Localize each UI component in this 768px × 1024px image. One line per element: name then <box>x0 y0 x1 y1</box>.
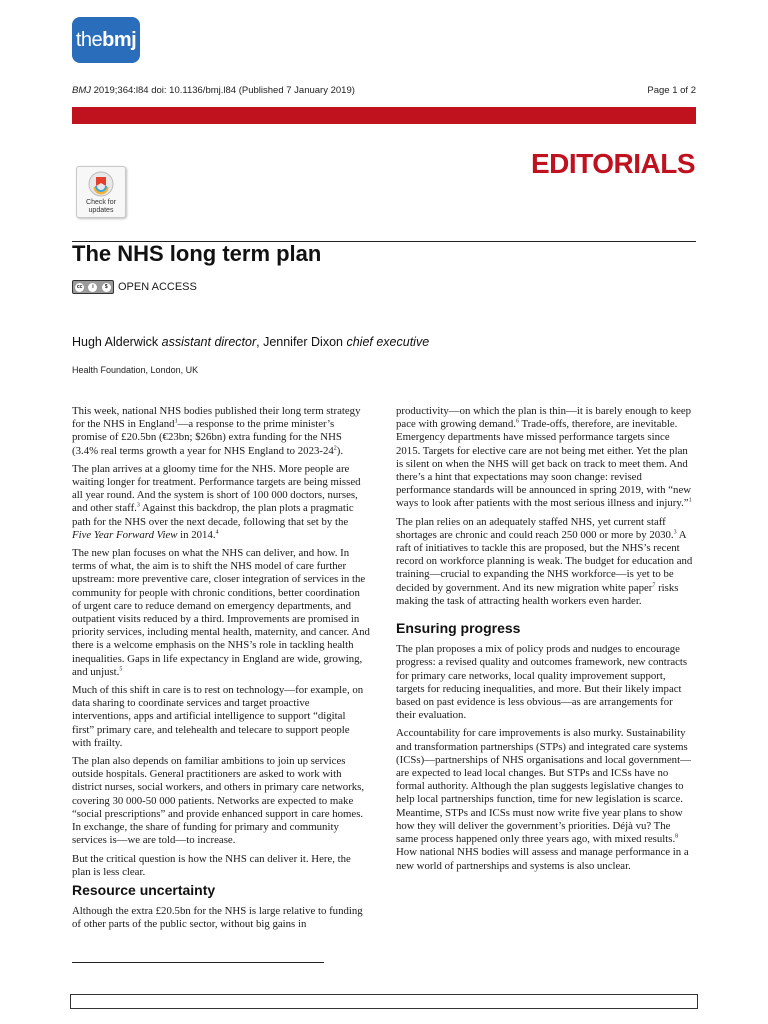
reference-link[interactable]: 8 <box>675 833 679 840</box>
paragraph: productivity—on which the plan is thin—it is barely enough to keep pace with growing demand.$^6$ Trade-offs, therefore, are inevitable. Emergency departments have missed performance targets since 2015. Targets for elective care are not being met either. Yet the plan is silent on when the NHS will get back on track to meet them. And there’s a hint that expectations may soon change: revised performance standards will be announced in spring 2019, with “new ways to look after patients with the most serious illness and injury.”$^1$ <box>396 405 692 510</box>
paragraph: The plan proposes a mix of policy prods and nudges to encourage progress: a revised quality and outcomes framework, new contracts for primary care networks, local quality improvement support, targets for reducing inequalities, and more. But their likely impact based on past evidence is less obvious—as are arrangements for their evaluation. <box>396 643 688 722</box>
header-red-bar <box>72 107 696 124</box>
page-number: Page 1 of 2 <box>647 85 696 96</box>
paragraph: Accountability for care improvements is also murky. Sustainability and transformation partnerships (STPs) and integrated care systems (ICSs)—partnerships of NHS organisations and local government—are expected to lead local changes. But STPs and ICSs have no formal authority. Although the plan suggests legislative changes to help local partnerships function, time for new legislation is scarce. Meantime, STPs and ICSs must now write five year plans to show how they will deliver the government’s priorities. Déjà vu? The same process happened only three years ago, with mixed results.$^8$ How national NHS bodies will assess and manage performance in a new world of partnerships and systems is also unclear. <box>396 727 691 872</box>
citation-line <box>72 85 355 96</box>
affiliation: Health Foundation, London, UK <box>72 365 199 375</box>
reference-link[interactable]: 7 <box>652 582 656 589</box>
logo-bmj-text: bmj <box>102 28 137 51</box>
footnote-rule <box>72 962 324 963</box>
author-line <box>72 335 429 349</box>
paragraph: The new plan focuses on what the NHS can deliver, and how. In terms of what, the aim is to shift the NHS model of care further upstream: more preventive care, closer integration of services in the community for people with chronic conditions, better coordination of urgent care to reduce demand on emergency departments, and outpatient visits reduced by a third. Improvements are promised in priority services, including mental health, maternity, and cancer. And there is a welcome emphasis on the NHS’s role in tackling health inequalities. Gaps in life expectancy in England are wide, growing, and unjust.$^5$ <box>72 547 370 678</box>
author-separator: , <box>256 335 264 349</box>
reference-link[interactable]: 1 <box>174 418 178 425</box>
paragraph: The plan relies on an adequately staffed NHS, yet current staff shortages are chronic and could reach 250 000 or more by 2030.$^3$ A raft of initiatives to tackle this are proposed, but the NHS’s recent record on workforce planning is weak. The budget for education and training—crucial to expanding the NHS workforce—is yet to be decided by government. And its new migration white paper$^7$ risks making the task of attracting health workers even harder. <box>396 515 693 607</box>
subheading-resource-uncertainty: Resource uncertainty <box>72 881 216 898</box>
crossmark-icon <box>88 171 114 197</box>
reference-link[interactable]: 1 <box>688 497 692 504</box>
author-2-name: Jennifer Dixon <box>263 335 343 349</box>
paragraph: Much of this shift in care is to rest on technology—for example, on data sharing to coordinate services and target proactive interventions, apps and artificial intelligence to support “digital first” primary care, and telehealth and telecare to support people with frailty. <box>72 684 364 749</box>
paragraph: This week, national NHS bodies published their long term strategy for the NHS in England$^1$—a response to the prime minister’s promise of £20.5bn (€23bn; $26bn) extra funding for the NHS (3.4% real terms growth a year for NHS England to 2023-24$^2$). <box>72 405 361 457</box>
subheading-ensuring-progress: Ensuring progress <box>396 620 521 637</box>
paragraph: Although the extra £20.5bn for the NHS is large relative to funding of other parts of the public sector, without big gains in <box>72 905 363 931</box>
article-title: The NHS long term plan <box>72 241 322 266</box>
author-2-role: chief executive <box>346 335 430 349</box>
reference-link[interactable]: 2 <box>333 445 337 452</box>
open-access-row <box>72 280 197 294</box>
left-column <box>72 405 370 937</box>
right-column <box>396 405 694 878</box>
reference-link[interactable]: 4 <box>215 529 219 536</box>
journal-name: BMJ <box>72 85 91 96</box>
crossmark-label-1: Check for <box>86 199 116 206</box>
open-access-label: OPEN ACCESS <box>118 281 197 293</box>
cc-license-icon[interactable]: cc i $ <box>72 280 114 294</box>
crossmark-label-2: updates <box>88 206 114 214</box>
paragraph: The plan arrives at a gloomy time for the NHS. More people are waiting longer for treatment. Performance targets are being missed all year round. And the system is short of 100 000 doctors, nurses, and other staff.$^3$ Against this backdrop, the plan plots a pragmatic path for the NHS over the next decade, following that set by the Five Year Forward View in 2014.$^4$ <box>72 462 361 541</box>
footer-box <box>70 994 698 1009</box>
citation-text: 2019;364:l84 doi: 10.1136/bmj.l84 (Published 7 January 2019) <box>91 85 355 96</box>
author-1-name: Hugh Alderwick <box>72 335 159 349</box>
author-1-role: assistant director <box>161 335 257 349</box>
paragraph: The plan also depends on familiar ambitions to join up services outside hospitals. General practitioners are asked to work with district nurses, social workers, and others in primary care networks, covering 30 000-50 000 patients. Networks are expected to make “social prescriptions” and provide enhanced support in care homes. In exchange, the share of funding for primary and community services is—we are told—to increase. <box>72 755 365 847</box>
reference-link[interactable]: 6 <box>515 418 519 425</box>
bmj-logo[interactable] <box>72 17 140 63</box>
logo-the-text: the <box>75 28 103 51</box>
paragraph: But the critical question is how the NHS can deliver it. Here, the plan is less clear. <box>72 852 351 878</box>
reference-link[interactable]: 3 <box>673 529 677 536</box>
check-for-updates-badge[interactable] <box>76 166 126 218</box>
reference-link[interactable]: 3 <box>136 502 140 509</box>
section-heading: EDITORIALS <box>530 148 695 179</box>
reference-link[interactable]: 5 <box>119 666 123 673</box>
